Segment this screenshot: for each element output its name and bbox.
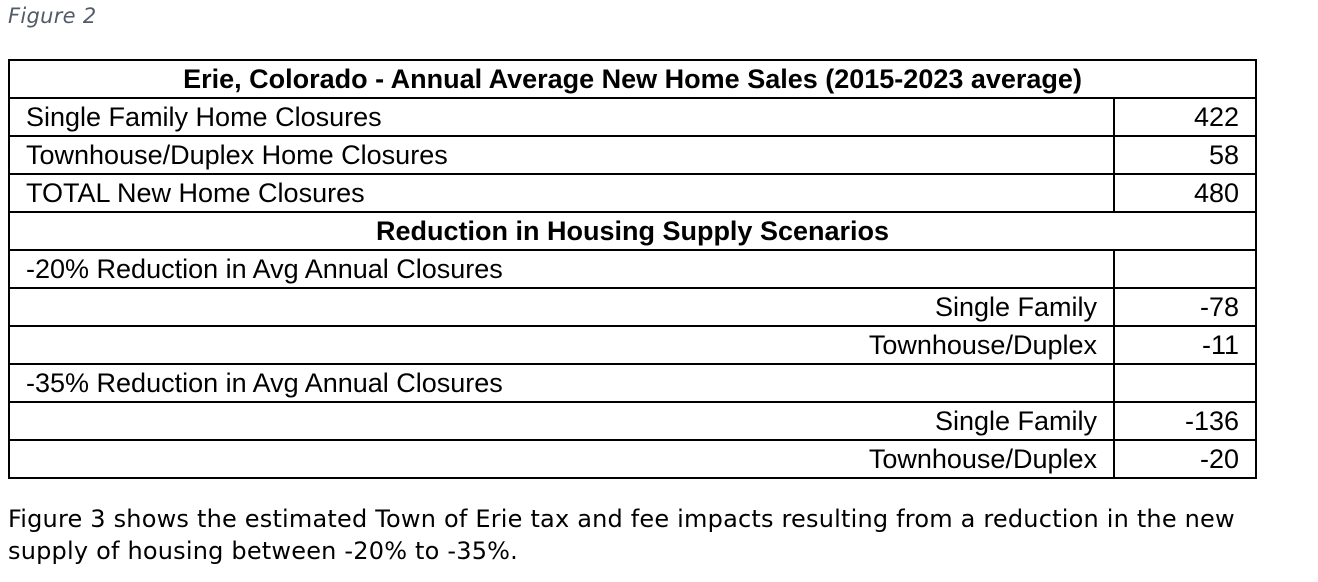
table-row xyxy=(9,136,1256,174)
row-value: 58 xyxy=(1114,136,1256,174)
row-label: Single Family Home Closures xyxy=(9,98,1114,136)
row-label: Single Family xyxy=(9,402,1114,440)
scenario-label: -35% Reduction in Avg Annual Closures xyxy=(9,364,1114,402)
table-row xyxy=(9,174,1256,212)
figure-caption: Figure 2 xyxy=(8,4,97,28)
home-sales-table xyxy=(8,59,1257,479)
row-value: 480 xyxy=(1114,174,1256,212)
row-label: Single Family xyxy=(9,288,1114,326)
scenario-header-row xyxy=(9,364,1256,402)
empty-cell xyxy=(1114,250,1256,288)
scenarios-heading: Reduction in Housing Supply Scenarios xyxy=(9,212,1256,250)
row-value: -11 xyxy=(1114,326,1256,364)
row-value: -20 xyxy=(1114,440,1256,478)
scenario-label: -20% Reduction in Avg Annual Closures xyxy=(9,250,1114,288)
table-row xyxy=(9,402,1256,440)
table-row xyxy=(9,326,1256,364)
table-title: Erie, Colorado - Annual Average New Home Sales (2015-2023 average) xyxy=(9,60,1256,98)
table-row xyxy=(9,288,1256,326)
row-value: -136 xyxy=(1114,402,1256,440)
row-value: 422 xyxy=(1114,98,1256,136)
body-paragraph: Figure 3 shows the estimated Town of Erie tax and fee impacts resulting from a reduction in the new supply of housing between -20% to -35%. xyxy=(8,505,1235,565)
table-title-row xyxy=(9,60,1256,98)
empty-cell xyxy=(1114,364,1256,402)
row-label: Townhouse/Duplex Home Closures xyxy=(9,136,1114,174)
table-row xyxy=(9,98,1256,136)
row-label: Townhouse/Duplex xyxy=(9,326,1114,364)
row-label: TOTAL New Home Closures xyxy=(9,174,1114,212)
row-value: -78 xyxy=(1114,288,1256,326)
row-label: Townhouse/Duplex xyxy=(9,440,1114,478)
scenario-header-row xyxy=(9,250,1256,288)
scenarios-heading-row xyxy=(9,212,1256,250)
table-row xyxy=(9,440,1256,478)
